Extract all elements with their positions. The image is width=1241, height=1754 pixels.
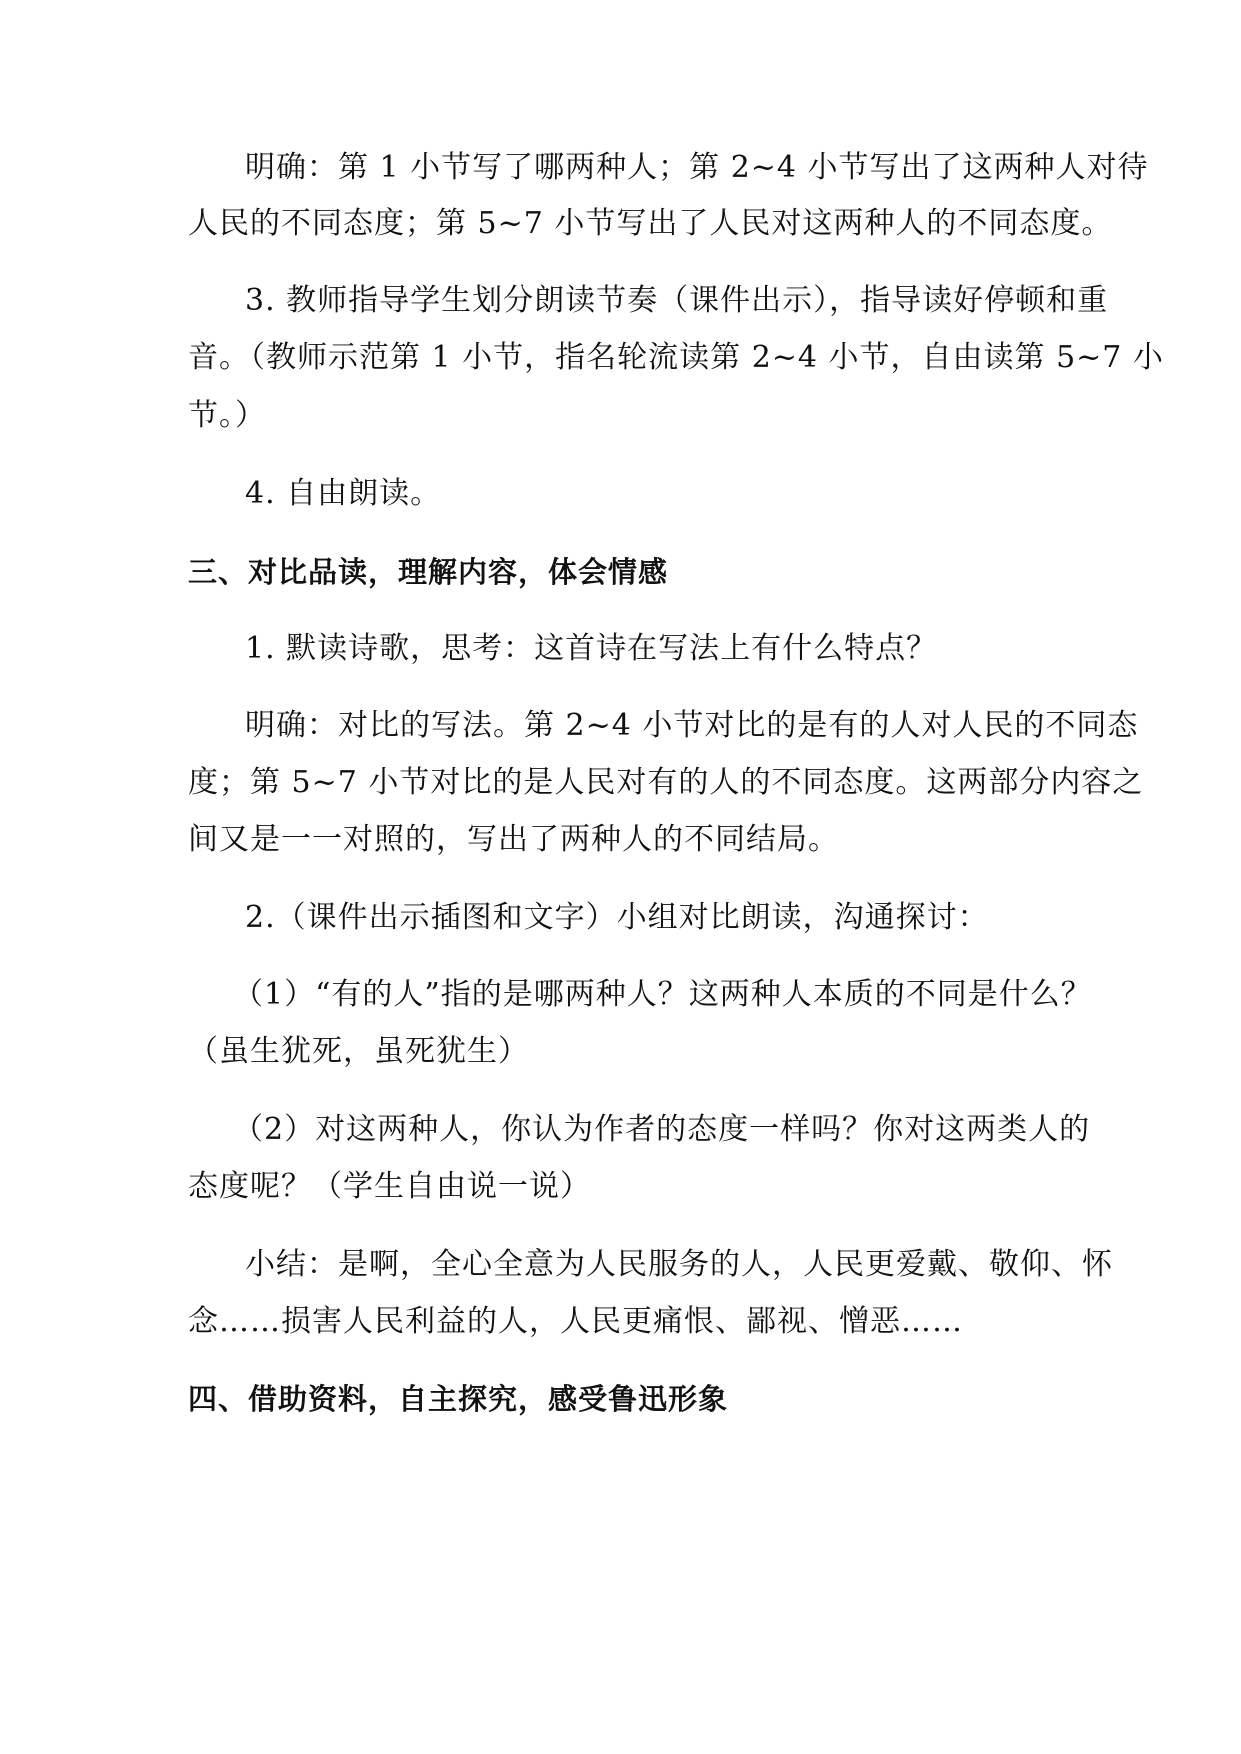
paragraph-line: （虽生犹死，虽死犹生） [188, 1034, 529, 1069]
paragraph-line: 1. 默读诗歌，思考：这首诗在写法上有什么特点？ [245, 631, 938, 666]
paragraph-line: 间又是一一对照的，写出了两种人的不同结局。 [188, 822, 839, 857]
paragraph-line: 2.（课件出示插图和文字）小组对比朗读，沟通探讨： [245, 900, 989, 935]
paragraph-line: 小结：是啊，全心全意为人民服务的人，人民更爱戴、敬仰、怀 [245, 1247, 1113, 1282]
paragraph-line: 3. 教师指导学生划分朗读节奏（课件出示），指导读好停顿和重 [245, 283, 1109, 318]
section-heading: 四、借助资料，自主探究，感受鲁迅形象 [188, 1382, 729, 1416]
paragraph-line: 4. 自由朗读。 [245, 476, 442, 511]
section-heading: 三、对比品读，理解内容，体会情感 [188, 555, 669, 589]
paragraph-line: 度；第 5~7 小节对比的是人民对有的人的不同态度。这两部分内容之 [188, 765, 1144, 800]
paragraph-line: 态度呢？（学生自由说一说） [188, 1169, 591, 1204]
paragraph-line: 念……损害人民利益的人，人民更痛恨、鄙视、憎恶…… [188, 1304, 963, 1339]
paragraph-line: （1）“有的人”指的是哪两种人？这两种人本质的不同是什么？ [233, 977, 1092, 1012]
paragraph-line: 人民的不同态度；第 5~7 小节写出了人民对这两种人的不同态度。 [188, 206, 1113, 241]
paragraph-line: 明确：对比的写法。第 2~4 小节对比的是有的人对人民的不同态 [245, 708, 1139, 743]
paragraph-line: 节。） [188, 398, 266, 433]
paragraph-line: （2）对这两种人，你认为作者的态度一样吗？你对这两类人的 [233, 1112, 1091, 1147]
paragraph-line: 明确：第 1 小节写了哪两种人；第 2~4 小节写出了这两种人对待 [245, 150, 1149, 185]
paragraph-line: 音。（教师示范第 1 小节，指名轮流读第 2~4 小节，自由读第 5~7 小 [188, 340, 1164, 375]
